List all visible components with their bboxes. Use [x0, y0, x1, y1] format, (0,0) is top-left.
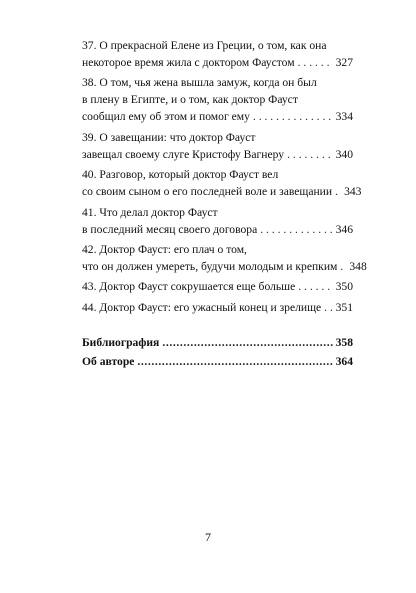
toc-entry-text: сообщил ему об этом и помог ему: [82, 110, 250, 124]
dot-leader: [253, 108, 333, 125]
toc-entry-text: в плену в Египте, и о том, как доктор Фауст: [82, 93, 298, 107]
toc-entry-37[interactable]: [82, 37, 353, 71]
toc-entry-text: 39. О завещании: что доктор Фауст: [82, 130, 256, 144]
dot-leader: [335, 183, 341, 200]
toc-page-number: 340: [335, 147, 353, 161]
dot-leader: [340, 258, 346, 275]
toc-entry-text: 44. Доктор Фауст: его ужасный конец и зрелище: [82, 300, 322, 314]
dot-leader: [298, 54, 333, 71]
dot-leader: [298, 278, 332, 295]
toc-entry-38[interactable]: [82, 74, 353, 125]
toc-page-number: 358: [335, 335, 353, 349]
toc-entry-text: 37. О прекрасной Елене из Греции, о том, как она: [82, 39, 327, 52]
toc-page-number: 348: [349, 259, 367, 273]
toc-page-number: 346: [335, 222, 353, 236]
toc-entry-text: в последний месяц своего договора: [82, 222, 258, 236]
toc-entry-bibliography[interactable]: [82, 333, 353, 352]
toc-entry-43[interactable]: [82, 278, 353, 295]
toc-page-number: 327: [335, 56, 353, 69]
toc-entry-text: что он должен умереть, будучи молодым и крепким: [82, 259, 338, 273]
toc-entry-text: 41. Что делал доктор Фауст: [82, 205, 218, 219]
toc-page-number: 351: [335, 300, 353, 314]
dot-leader: [162, 333, 332, 352]
toc-page-number: 343: [344, 185, 362, 199]
toc-entry-text: 38. О том, чья жена вышла замуж, когда он был: [82, 76, 317, 90]
toc-entry-text: 43. Доктор Фауст сокрушается еще больше: [82, 280, 296, 294]
dot-leader: [287, 146, 333, 163]
toc-page-number: 350: [335, 280, 353, 294]
toc-entry-text: 42. Доктор Фауст: его плач о том,: [82, 242, 247, 256]
toc-entry-41[interactable]: [82, 204, 353, 238]
toc-entry-42[interactable]: [82, 241, 367, 275]
toc-page-number: 364: [335, 354, 353, 368]
toc-entry-40[interactable]: [82, 166, 362, 200]
toc-entry-about-author[interactable]: [82, 352, 353, 371]
back-matter: [82, 333, 353, 371]
toc-entry-text: некоторое время жила с доктором Фаустом: [82, 56, 295, 69]
toc-entry-text: со своим сыном о его последней воле и завещании: [82, 185, 333, 199]
toc-entry-text: завещал своему слуге Кристофу Вагнеру: [82, 147, 285, 161]
about-author-label: Об авторе: [82, 354, 135, 368]
table-of-contents: [82, 37, 367, 371]
dot-leader: [137, 352, 332, 371]
toc-entry-44[interactable]: [82, 299, 353, 316]
toc-page-number: 334: [335, 110, 353, 124]
toc-entry-39[interactable]: [82, 129, 353, 163]
dot-leader: [324, 299, 332, 316]
bibliography-label: Библиография: [82, 335, 160, 349]
page-number: 7: [205, 530, 211, 544]
dot-leader: [260, 221, 332, 238]
toc-entry-text: 40. Разговор, который доктор Фауст вел: [82, 168, 279, 182]
